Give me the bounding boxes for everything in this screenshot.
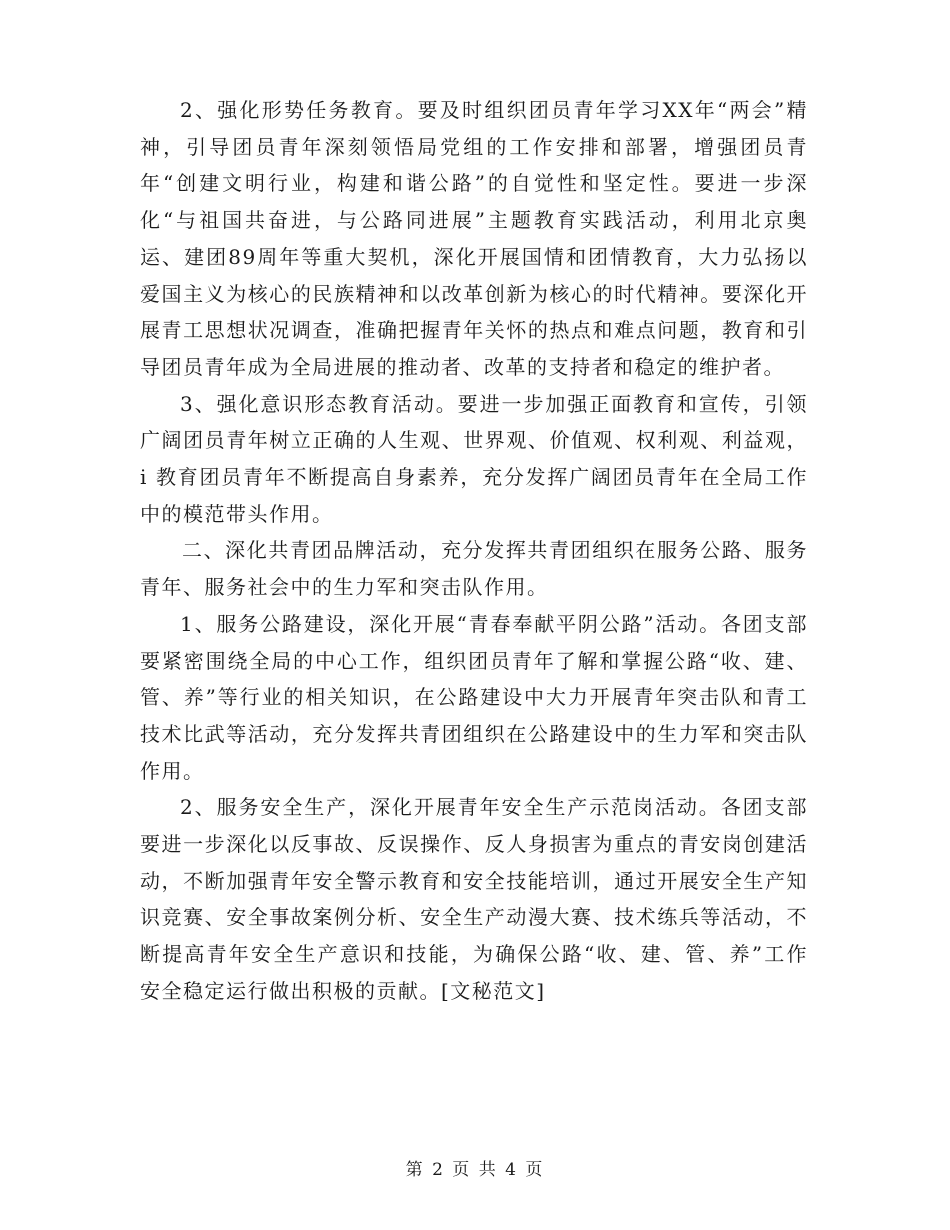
paragraph-situation-education: 2、强化形势任务教育。要及时组织团员青年学习XX年“两会”精神，引导团员青年深刻领悟局党组的工作安排和部署，增强团员青年“创建文明行业，构建和谐公路”的自觉性和坚定性。要进一步深化“与祖国共奋进，与公路同进展”主题教育实践活动，利用北京奥运、建团89周年等重大契机，深化开展国情和团情教育，大力弘扬以爱国主义为核心的民族精神和以改革创新为核心的时代精神。要深化开展青工思想状况调查，准确把握青年关怀的热点和难点问题，教育和引导团员青年成为全局进展的推动者、改革的支持者和稳定的维护者。 (140, 98, 808, 379)
paragraph-serve-safety-production: 2、服务安全生产，深化开展青年安全生产示范岗活动。各团支部要进一步深化以反事故、反误操作、反人身损害为重点的青安岗创建活动，不断加强青年安全警示教育和安全技能培训，通过开展安全生产知识竞赛、安全事故案例分析、安全生产动漫大赛、技术练兵等活动，不断提高青年安全生产意识和技能，为确保公路“收、建、管、养”工作安全稳定运行做出积极的贡献。[文秘范文] (140, 795, 808, 1003)
document-body (140, 92, 808, 1010)
section-heading-brand-activities: 二、深化共青团品牌活动，充分发挥共青团组织在服务公路、服务青年、服务社会中的生力军和突击队作用。 (140, 538, 808, 600)
paragraph-ideology-education: 3、强化意识形态教育活动。要进一步加强正面教育和宣传，引领广阔团员青年树立正确的人生观、世界观、价值观、权利观、利益观，i 教育团员青年不断提高自身素养，充分发挥广阔团员青年在全局工作中的模范带头作用。 (140, 391, 808, 526)
page-footer: 第 2 页 共 4 页 (405, 1160, 545, 1180)
paragraph-serve-road-construction: 1、服务公路建设，深化开展“青春奉献平阴公路”活动。各团支部要紧密围绕全局的中心工作，组织团员青年了解和掌握公路“收、建、管、养”等行业的相关知识，在公路建设中大力开展青年突击队和青工技术比武等活动，充分发挥共青团组织在公路建设中的生力军和突击队作用。 (140, 611, 808, 783)
